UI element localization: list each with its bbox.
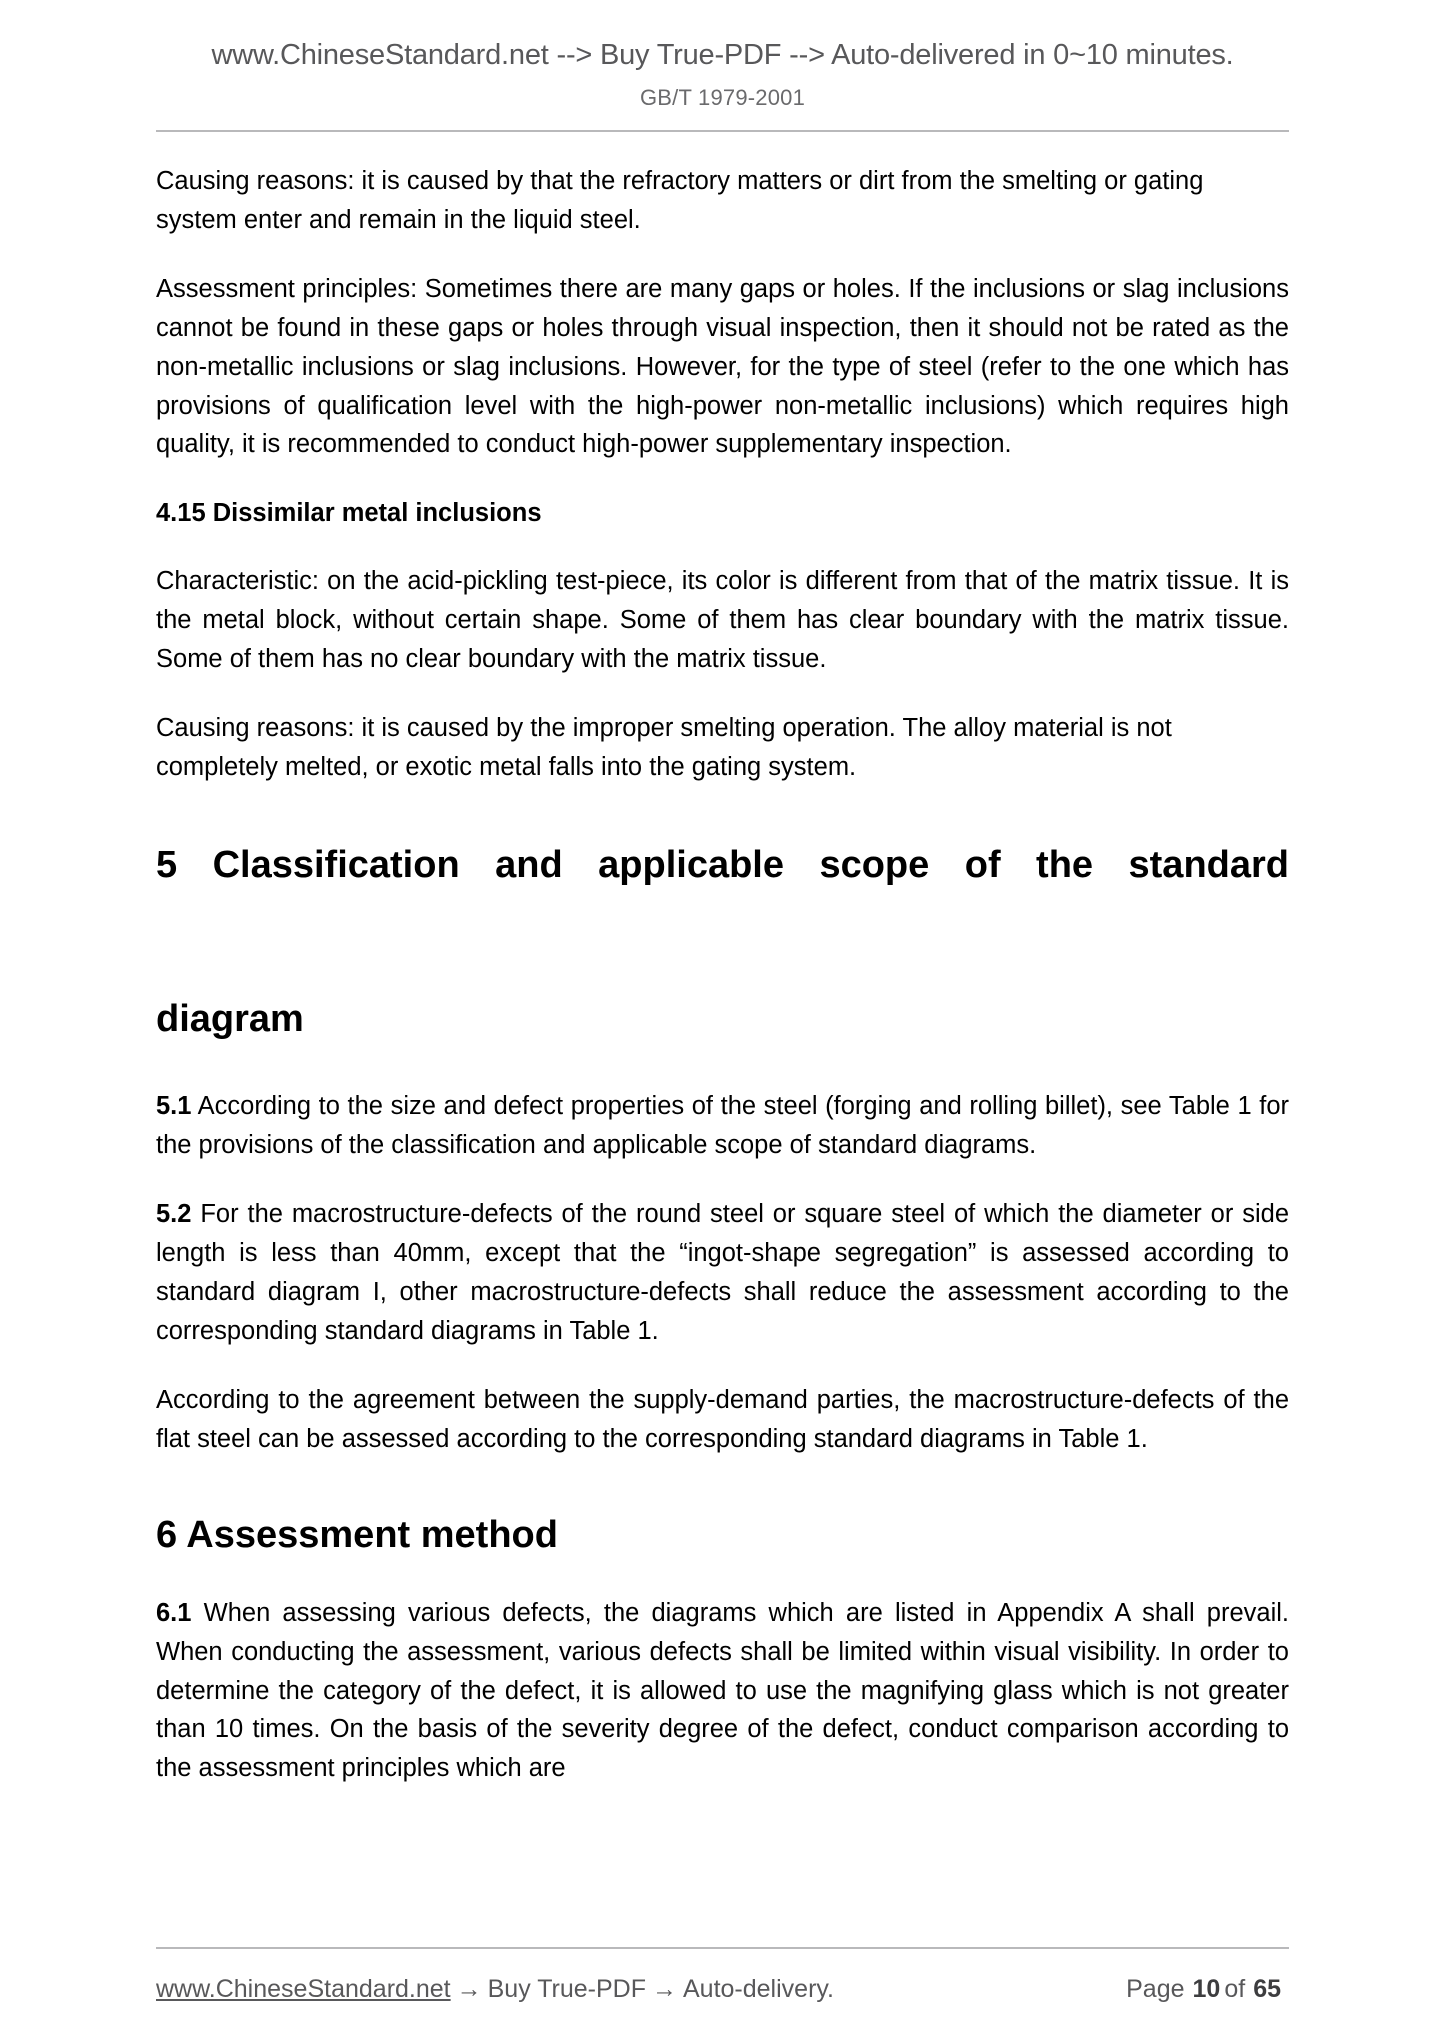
header-standard-number: GB/T 1979-2001 xyxy=(639,84,806,110)
paragraph-5-2 xyxy=(156,1195,1289,1350)
paragraph-assessment-principles: Assessment principles: Sometimes there are many gaps or holes. If the inclusions or slag inclusions cannot be found in these gaps or holes through visual inspection, then it should not be rated as the non-metallic inclusions or slag inclusions. However, for the type of steel (refer to the one which has provisions of qualification level with the high-power non-metallic inclusions) which requires high quality, it is recommended to conduct high-power supplementary inspection. xyxy=(156,275,1289,459)
paragraph-5-1 xyxy=(156,1087,1289,1165)
paragraph-5-2-number: 5.2 xyxy=(156,1200,192,1229)
page-indicator xyxy=(1126,1975,1289,2004)
page-of-label: of xyxy=(1224,1975,1246,2003)
heading-section-6: 6 Assessment method xyxy=(156,1513,558,1556)
heading-section-5-line-2: diagram xyxy=(156,998,304,1041)
paragraph-6-1 xyxy=(156,1594,1289,1788)
arrow-right-icon: → xyxy=(456,1975,482,2003)
current-page-number: 10 xyxy=(1192,1975,1221,2003)
heading-section-5 xyxy=(156,833,1289,1053)
paragraph-6-1-text: When assessing various defects, the diagrams which are listed in Appendix A shall prevail. When conducting the assessment, various defects shall be limited within visual visibility. In order to determine the category of the defect, it is allowed to use the magnifying glass which is not greater than 10 times. On the basis of the severity degree of the defect, conduct comparison according to the assessment principles which are xyxy=(156,1599,1289,1783)
page-header xyxy=(0,0,1445,132)
paragraph-5-2-text: For the macrostructure-defects of the round steel or square steel of which the diameter or side length is less than 40mm, except that the “ingot-shape segregation” is assessed according to standard diagram I, other macrostructure-defects shall reduce the assessment according to the corresponding standard diagrams in Table 1. xyxy=(156,1200,1289,1345)
paragraph-causing-reasons-1: Causing reasons: it is caused by that the refractory matters or dirt from the smelting or gating system enter and remain in the liquid steel. xyxy=(156,166,1204,234)
footer-delivery-label: Auto-delivery. xyxy=(683,1975,834,2003)
paragraph-5-1-number: 5.1 xyxy=(156,1091,192,1120)
footer-content xyxy=(156,1975,1289,2004)
paragraph-5-1-text: According to the size and defect properties of the steel (forging and rolling billet), see Table 1 for the provisions of the classification and applicable scope of standard diagrams. xyxy=(156,1091,1289,1159)
total-page-number: 65 xyxy=(1253,1975,1281,2003)
page-label: Page xyxy=(1126,1975,1185,2003)
footer-url-link[interactable]: www.ChineseStandard.net xyxy=(156,1975,451,2003)
paragraph-6-1-number: 6.1 xyxy=(156,1599,192,1628)
heading-4-15-dissimilar-metal-inclusions: 4.15 Dissimilar metal inclusions xyxy=(156,499,542,528)
paragraph-agreement-flat-steel: According to the agreement between the supply-demand parties, the macrostructure-defects of the flat steel can be assessed according to the corresponding standard diagrams in Table 1. xyxy=(156,1386,1289,1454)
arrow-right-icon-2: → xyxy=(652,1975,677,2003)
header-promo-text: www.ChineseStandard.net --> Buy True-PDF --> Auto-delivered in 0~10 minutes. xyxy=(211,39,1234,71)
page-footer xyxy=(0,1947,1445,2004)
footer-divider xyxy=(156,1947,1289,1949)
footer-buy-label: Buy True-PDF xyxy=(487,1975,646,2003)
footer-promo xyxy=(156,1975,834,2004)
paragraph-characteristic: Characteristic: on the acid-pickling test-piece, its color is different from that of the matrix tissue. It is the metal block, without certain shape. Some of them has clear boundary with the matrix tissue. Some of them has no clear boundary with the matrix tissue. xyxy=(156,567,1289,673)
paragraph-causing-reasons-2: Causing reasons: it is caused by the improper smelting operation. The alloy material is not completely melted, or exotic metal falls into the gating system. xyxy=(156,714,1172,782)
heading-section-5-line-1: 5 Classification and applicable scope of the standard xyxy=(156,843,1289,886)
document-body xyxy=(156,132,1289,1788)
